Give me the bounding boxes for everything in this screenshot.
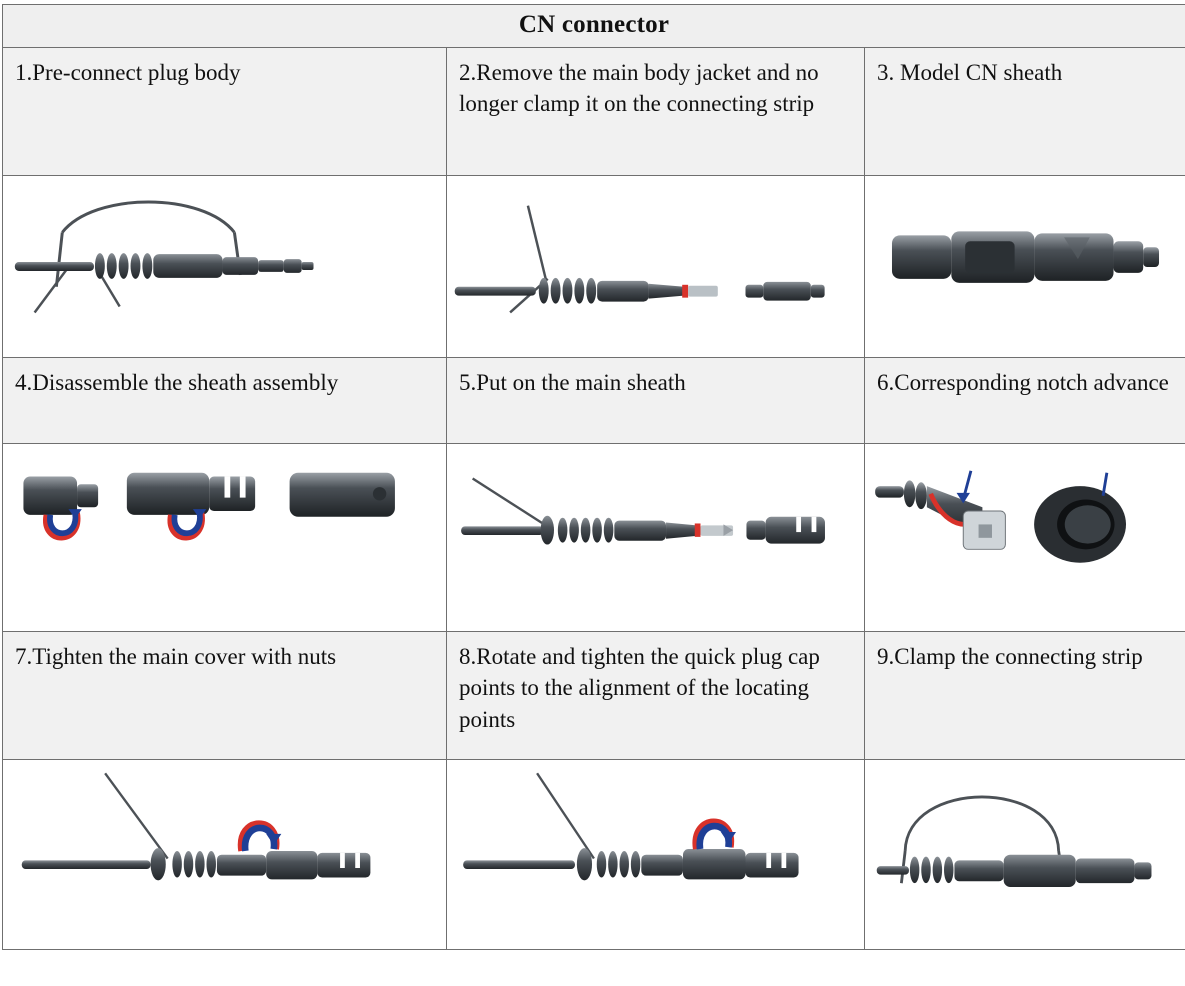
step-6-figure — [865, 444, 1185, 632]
connector-instruction-sheet — [0, 4, 1185, 986]
step-7-figure — [3, 760, 447, 950]
step-9-figure — [865, 760, 1185, 950]
step-2-label: 2.Remove the main body jacket and no longer clamp it on the connecting strip — [447, 48, 865, 176]
table-row-title — [3, 5, 1185, 48]
step-8-label: 8.Rotate and tighten the quick plug cap points to the alignment of the locating points — [447, 632, 865, 760]
sheath-part-2 — [127, 473, 255, 538]
sheath-part-3 — [290, 473, 395, 517]
step-7-label: 7.Tighten the main cover with nuts — [3, 632, 447, 760]
table-row — [3, 444, 1185, 632]
step-1-figure — [3, 176, 447, 358]
table-row — [3, 358, 1185, 444]
table-row — [3, 176, 1185, 358]
step-1-label: 1.Pre-connect plug body — [3, 48, 447, 176]
table-row — [3, 632, 1185, 760]
table-row — [3, 760, 1185, 950]
instruction-table — [2, 4, 1185, 950]
step-3-label: 3. Model CN sheath — [865, 48, 1185, 176]
step-2-figure — [447, 176, 865, 358]
step-8-figure — [447, 760, 865, 950]
step-5-label: 5.Put on the main sheath — [447, 358, 865, 444]
step-4-figure — [3, 444, 447, 632]
table-row — [3, 48, 1185, 176]
document-title: CN connector — [3, 5, 1185, 48]
step-4-label: 4.Disassemble the sheath assembly — [3, 358, 447, 444]
step-3-figure — [865, 176, 1185, 358]
step-5-figure — [447, 444, 865, 632]
sheath-part-1 — [23, 477, 98, 538]
step-9-label: 9.Clamp the connecting strip — [865, 632, 1185, 760]
step-6-label: 6.Corresponding notch advance — [865, 358, 1185, 444]
